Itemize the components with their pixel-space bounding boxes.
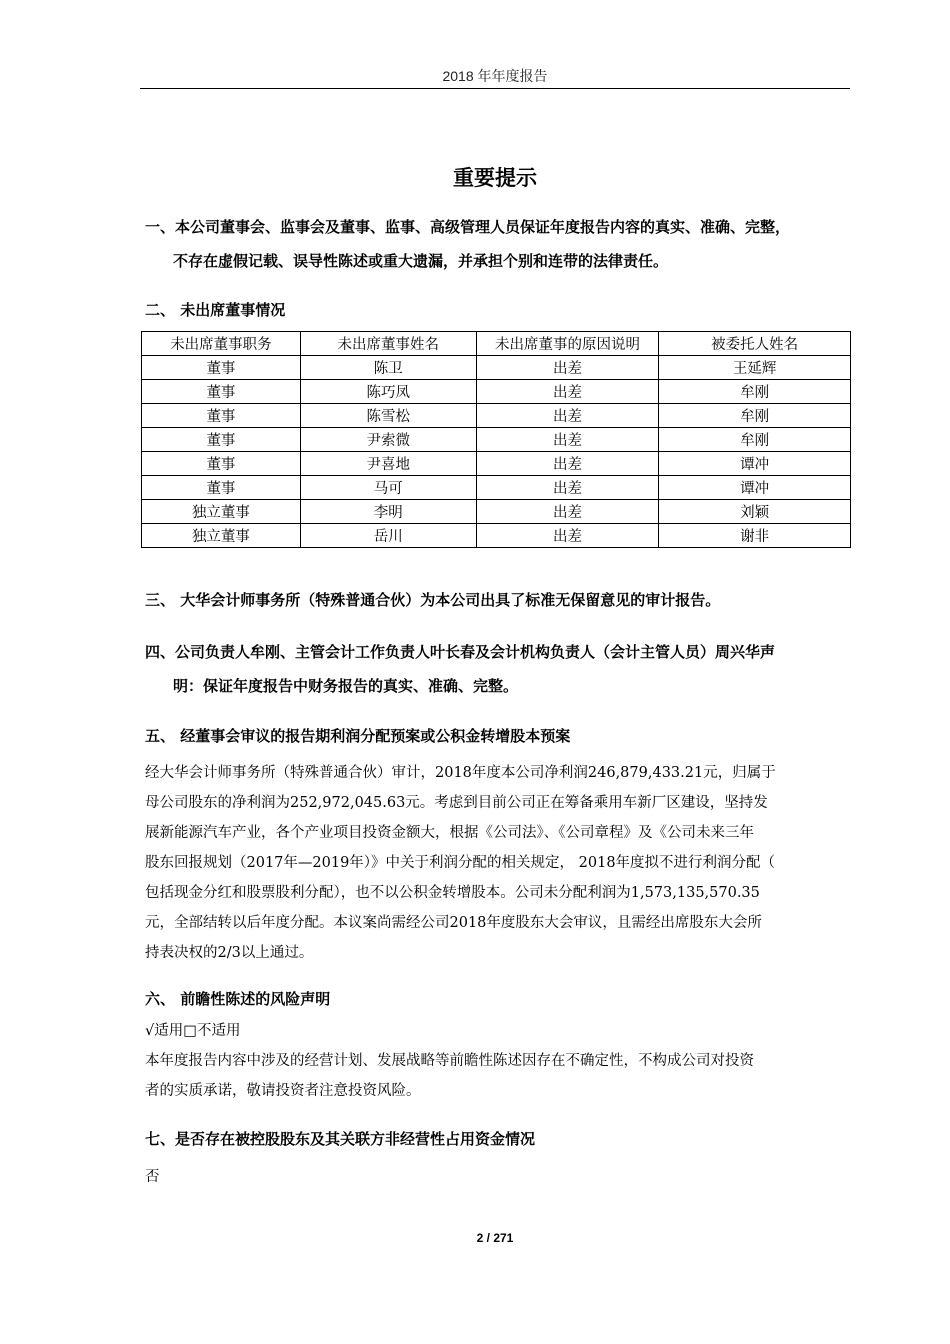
table-cell: 马可 — [300, 476, 476, 500]
section-5-heading: 五、 经董事会审议的报告期利润分配预案或公积金转增股本预案 — [145, 727, 571, 745]
paragraph-line: 持表决权的2/3以上通过。 — [145, 945, 314, 961]
section-2-heading: 二、 未出席董事情况 — [145, 301, 286, 319]
table-row — [142, 452, 851, 476]
table-cell: 尹喜地 — [300, 452, 476, 476]
paragraph-line: 元，全部结转以后年度分配。本议案尚需经公司2018年度股东大会审议，且需经出席股东大会所 — [145, 915, 762, 931]
paragraph-line: 本年度报告内容中涉及的经营计划、发展战略等前瞻性陈述因存在不确定性，不构成公司对投资 — [145, 1053, 754, 1069]
section-1 — [145, 210, 850, 278]
table-cell: 出差 — [476, 500, 659, 524]
section-1-line-1: 一、本公司董事会、监事会及董事、监事、高级管理人员保证年度报告内容的真实、准确、完整， — [145, 218, 791, 236]
table-cell: 出差 — [476, 380, 659, 404]
section-5-body — [145, 758, 850, 968]
table-cell: 董事 — [142, 452, 301, 476]
table-row — [142, 476, 851, 500]
table-row — [142, 524, 851, 548]
table-row — [142, 428, 851, 452]
table-header-cell: 未出席董事的原因说明 — [476, 332, 659, 356]
section-4 — [145, 635, 850, 703]
table-cell: 岳川 — [300, 524, 476, 548]
table-cell: 尹索微 — [300, 428, 476, 452]
table-cell: 牟刚 — [659, 428, 851, 452]
table-cell: 董事 — [142, 428, 301, 452]
table-header-cell: 未出席董事职务 — [142, 332, 301, 356]
table-cell: 董事 — [142, 380, 301, 404]
table-row — [142, 404, 851, 428]
table-cell: 独立董事 — [142, 500, 301, 524]
table-row — [142, 380, 851, 404]
table-cell: 出差 — [476, 476, 659, 500]
table-cell: 王延辉 — [659, 356, 851, 380]
paragraph-line: 股东回报规划（2017年—2019年）》中关于利润分配的相关规定， 2018年度拟不进行利润分配（ — [145, 855, 776, 871]
table-cell: 出差 — [476, 524, 659, 548]
table-cell: 出差 — [476, 356, 659, 380]
table-cell: 出差 — [476, 404, 659, 428]
section-1-line-2: 不存在虚假记载、误导性陈述或重大遗漏，并承担个别和连带的法律责任。 — [173, 252, 669, 270]
table-cell: 董事 — [142, 404, 301, 428]
table-header-row — [142, 332, 851, 356]
table-row — [142, 356, 851, 380]
section-4-line-2: 明：保证年度报告中财务报告的真实、准确、完整。 — [173, 677, 519, 695]
table-cell: 牟刚 — [659, 380, 851, 404]
table-cell: 出差 — [476, 452, 659, 476]
absent-directors-table — [141, 331, 851, 548]
applicability-checkbox-line: √适用□不适用 — [145, 1023, 241, 1039]
section-3: 三、 大华会计师事务所（特殊普通合伙）为本公司出具了标准无保留意见的审计报告。 — [145, 591, 721, 609]
paragraph-line: 包括现金分红和股票股利分配），也不以公积金转增股本。公司未分配利润为1,573,135,570.35 — [145, 885, 760, 901]
table-cell: 谭冲 — [659, 476, 851, 500]
paragraph-line: 经大华会计师事务所（特殊普通合伙）审计，2018年度本公司净利润246,879,433.21元，归属于 — [145, 765, 776, 781]
table-cell: 董事 — [142, 356, 301, 380]
table-cell: 出差 — [476, 428, 659, 452]
paragraph-line: 母公司股东的净利润为252,972,045.63元。考虑到目前公司正在筹备乘用车新厂区建设，坚持发 — [145, 795, 768, 811]
paragraph-line: 展新能源汽车产业，各个产业项目投资金额大，根据《公司法》、《公司章程》及《公司未来三年 — [145, 825, 754, 841]
running-header: 2018 年年度报告 — [442, 68, 548, 84]
table-cell: 谭冲 — [659, 452, 851, 476]
paragraph-line: 者的实质承诺，敬请投资者注意投资风险。 — [145, 1083, 421, 1099]
table-cell: 陈雪松 — [300, 404, 476, 428]
section-6-heading: 六、 前瞻性陈述的风险声明 — [145, 990, 331, 1008]
section-7-answer: 否 — [145, 1169, 160, 1185]
table-row — [142, 500, 851, 524]
table-cell: 陈卫 — [300, 356, 476, 380]
section-7-heading: 七、是否存在被控股股东及其关联方非经营性占用资金情况 — [145, 1130, 536, 1148]
table-cell: 李明 — [300, 500, 476, 524]
table-cell: 牟刚 — [659, 404, 851, 428]
table-header-cell: 被委托人姓名 — [659, 332, 851, 356]
section-4-line-1: 四、公司负责人牟刚、主管会计工作负责人叶长春及会计机构负责人（会计主管人员）周兴华声 — [145, 643, 776, 661]
page-title: 重要提示 — [453, 166, 537, 190]
section-6-body — [145, 1016, 850, 1106]
table-cell: 董事 — [142, 476, 301, 500]
page-number: 2 / 271 — [476, 1231, 514, 1245]
table-cell: 谢非 — [659, 524, 851, 548]
header-rule — [140, 88, 850, 89]
table-cell: 刘颖 — [659, 500, 851, 524]
table-cell: 陈巧凤 — [300, 380, 476, 404]
table-cell: 独立董事 — [142, 524, 301, 548]
table-header-cell: 未出席董事姓名 — [300, 332, 476, 356]
